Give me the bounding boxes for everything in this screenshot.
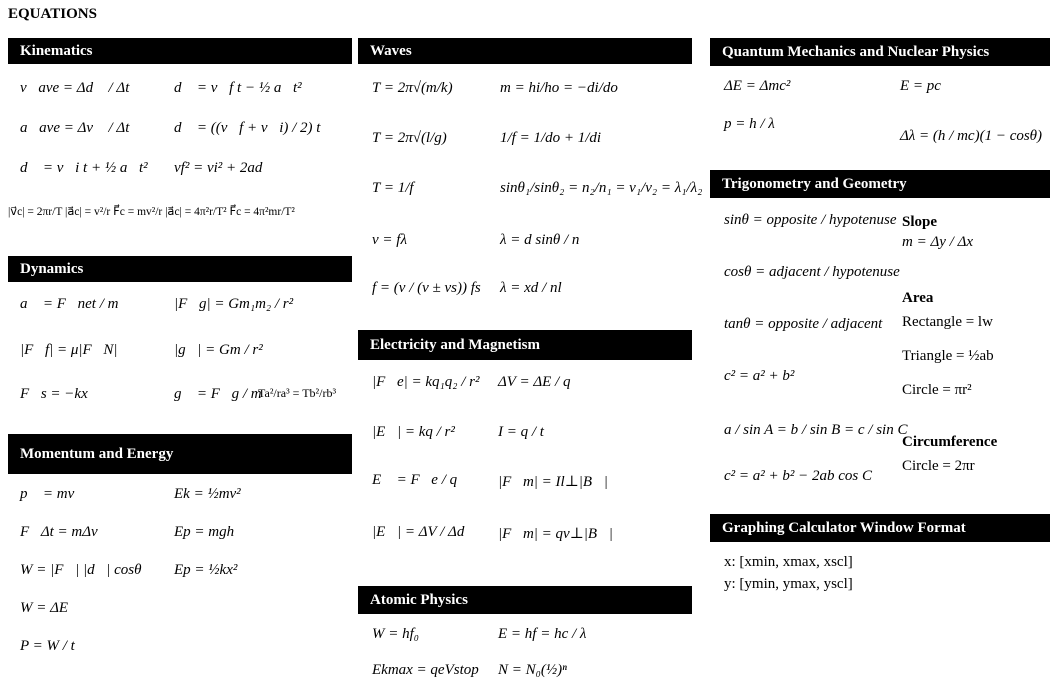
equation-gravitational-force: |F⃗g| = Gm₁m₂ / r² [174,296,294,312]
equation-slope: m = Δy / Δx [902,234,974,250]
equation-wave-speed: v = fλ [372,232,407,248]
equation-circular-motion: |v⃗c| = 2πr/T |a⃗c| = v²/r F⃗c = mv²/r |a⃗c| = 4π²r/T² F⃗c = 4π²mr/T² [8,206,295,218]
section-body-kinematics [8,64,352,264]
section-header-electricity-magnetism: Electricity and Magnetism [358,330,692,360]
equation-spring-period: T = 2π√(m/k) [372,80,453,96]
equation-momentum: p⃗ = mv⃗ [20,486,86,502]
section-dynamics [8,256,352,442]
section-body-graphing-calculator [710,542,1050,612]
equation-power: P = W / t [20,638,75,654]
section-trig-geometry [710,170,1050,508]
section-header-graphing-calculator: Graphing Calculator Window Format [710,514,1050,542]
equation-circumference-circle: Circle = 2πr [902,458,975,474]
equation-magnetic-force-wire: |F⃗m| = Il⊥|B⃗| [498,474,608,490]
section-header-trig-geometry: Trigonometry and Geometry [710,170,1050,198]
equation-work-function: W = hf₀ [372,626,419,642]
section-header-atomic-physics: Atomic Physics [358,586,692,614]
equation-cosine: cosθ = adjacent / hypotenuse [724,264,900,280]
equation-coulombs-law: |F⃗e| = kq₁q₂ / r² [372,374,480,390]
equation-period-frequency: T = 1/f [372,180,414,196]
section-electricity-magnetism [358,330,692,578]
equation-electric-field-plates: |E⃗| = ΔV / Δd [372,524,465,540]
equation-area-triangle: Triangle = ½ab [902,348,994,364]
graphing-y-window: y: [ymin, ymax, yscl] [724,576,853,592]
equation-max-kinetic-energy: Ekmax = qeVstop [372,662,479,678]
equation-interference: λ = xd / nl [500,280,562,296]
section-body-dynamics [8,282,352,442]
equation-gravitational-field: |g⃗| = Gm / r² [174,342,263,358]
equation-work: W = |F⃗| |d⃗| cosθ [20,562,142,578]
equation-radioactive-decay: N = N₀(½)ⁿ [498,662,567,678]
equation-displacement-initial: d⃗ = v⃗i t + ½ a⃗t² [20,160,148,176]
section-header-quantum-nuclear: Quantum Mechanics and Nuclear Physics [710,38,1050,66]
section-header-kinematics: Kinematics [8,38,352,64]
equation-kepler-third-law: Ta²/ra³ = Tb²/rb³ [258,386,337,400]
equation-elastic-potential: Ep = ½kx² [174,562,238,578]
equation-de-broglie: p = h / λ [724,116,775,132]
equation-displacement-average: d⃗ = ((v⃗f + v⃗i) / 2) t [174,120,321,136]
equation-final-velocity-squared: vf² = vi² + 2ad [174,160,263,176]
equation-electric-field-point: |E⃗| = kq / r² [372,424,455,440]
equation-pendulum-period: T = 2π√(l/g) [372,130,447,146]
graphing-x-window: x: [xmin, xmax, xscl] [724,554,853,570]
section-atomic-physics [358,586,692,698]
equation-average-velocity: v⃗ave = Δd⃗ / Δt [20,80,130,96]
section-body-trig-geometry [710,198,1050,508]
equation-current: I = q / t [498,424,544,440]
equation-snells-law: sinθ₁/sinθ₂ = n₂/n₁ = v₁/v₂ = λ₁/λ₂ [500,180,703,196]
section-waves [358,38,703,330]
section-body-quantum-nuclear [710,66,1050,166]
equation-field-from-force: g⃗ = F⃗g / m [174,386,262,402]
page-title: EQUATIONS [8,6,97,22]
equation-displacement-final: d⃗ = v⃗f t − ½ a⃗t² [174,80,302,96]
equation-gravitational-potential: Ep = mgh [174,524,235,540]
equation-doppler: f = (v / (v ± vs)) fs [372,280,481,296]
equation-sine-law: a / sin A = b / sin B = c / sin C [724,422,908,438]
equation-photon-energy: E = hf = hc / λ [498,626,587,642]
equation-diffraction-grating: λ = d sinθ / n [500,232,580,248]
equation-spring-force: F⃗s = −kx⃗ [20,386,100,402]
equation-cosine-law: c² = a² + b² − 2ab cos C [724,468,873,484]
equation-newton-second-law: a⃗ = F⃗net / m [20,296,119,312]
equation-mass-energy: ΔE = Δmc² [724,78,791,94]
section-momentum-energy [8,434,352,694]
section-body-waves [358,64,703,330]
heading-area: Area [902,290,934,306]
section-body-electricity-magnetism [358,360,692,578]
section-body-atomic-physics [358,614,692,698]
equation-potential-difference: ΔV = ΔE / q [498,374,571,390]
equation-area-circle: Circle = πr² [902,382,972,398]
equation-friction-force: |F⃗f| = μ|F⃗N| [20,342,118,358]
equation-magnification: m = hi/ho = −di/do [500,80,618,96]
equation-magnetic-force-charge: |F⃗m| = qv⊥|B⃗| [498,526,613,542]
section-quantum-nuclear [710,38,1050,166]
equation-area-rectangle: Rectangle = lw [902,314,993,330]
section-body-momentum-energy [8,474,352,694]
section-header-dynamics: Dynamics [8,256,352,282]
equation-kinetic-energy: Ek = ½mv² [174,486,241,502]
equation-work-energy: W = ΔE [20,600,69,616]
equation-tangent: tanθ = opposite / adjacent [724,316,883,332]
section-kinematics [8,38,352,264]
section-header-waves: Waves [358,38,692,64]
equation-impulse: F⃗Δt = mΔv⃗ [20,524,110,540]
heading-slope: Slope [902,214,938,230]
equation-thin-lens: 1/f = 1/do + 1/di [500,130,602,146]
heading-circumference: Circumference [902,434,998,450]
equation-pythagorean: c² = a² + b² [724,368,795,384]
equation-average-acceleration: a⃗ave = Δv⃗ / Δt [20,120,130,136]
section-header-momentum-energy: Momentum and Energy [8,434,352,474]
equation-compton: Δλ = (h / mc)(1 − cosθ) [900,128,1043,144]
equation-sine: sinθ = opposite / hypotenuse [724,212,897,228]
equation-photon-momentum-energy: E = pc [900,78,941,94]
section-graphing-calculator [710,514,1050,612]
equation-electric-field-force: E⃗ = F⃗e / q [372,472,458,488]
